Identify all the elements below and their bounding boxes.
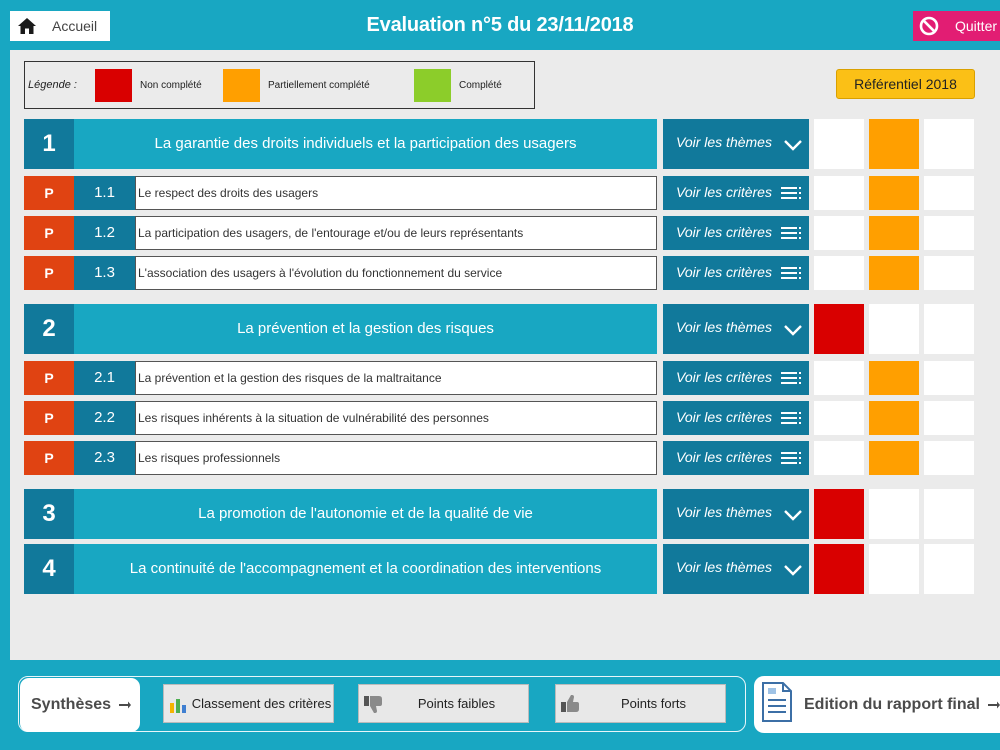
theme-row	[24, 544, 975, 594]
voir-criteres-button[interactable]	[663, 441, 809, 475]
voir-criteres-button[interactable]	[663, 361, 809, 395]
criterion-row	[24, 216, 975, 250]
legend-label-non-complete: Non complété	[140, 80, 202, 91]
chevron-down-icon	[783, 138, 803, 154]
thumbs-up-icon	[560, 693, 582, 715]
criterion-title: Les risques inhérents à la situation de vulnérabilité des personnes	[135, 401, 657, 435]
criterion-status-1	[814, 401, 864, 435]
list-icon	[781, 266, 803, 283]
home-icon	[14, 13, 40, 39]
top-bar	[0, 0, 1000, 50]
theme-status-1	[814, 544, 864, 594]
syntheses-label: Synthèses	[31, 696, 112, 713]
priority-badge: P	[24, 441, 74, 475]
criterion-row	[24, 361, 975, 395]
criterion-status-3	[924, 176, 974, 210]
theme-status-1	[814, 489, 864, 539]
voir-themes-button[interactable]	[663, 544, 809, 594]
criterion-status-3	[924, 256, 974, 290]
points-forts-button[interactable]	[555, 684, 726, 723]
theme-row	[24, 489, 975, 539]
theme-status-2	[869, 304, 919, 354]
home-label: Accueil	[52, 18, 98, 34]
legend	[24, 61, 535, 109]
voir-criteres-label: Voir les critères	[676, 449, 772, 465]
no-entry-icon	[919, 16, 939, 36]
criterion-number: 2.3	[74, 441, 135, 475]
arrow-right-icon	[988, 696, 1000, 714]
theme-number: 3	[24, 489, 74, 539]
criterion-status-1	[814, 176, 864, 210]
voir-themes-button[interactable]	[663, 119, 809, 169]
document-icon	[762, 682, 792, 727]
priority-badge: P	[24, 216, 74, 250]
criterion-title: L'association des usagers à l'évolution du fonctionnement du service	[135, 256, 657, 290]
legend-label-partial: Partiellement complété	[268, 80, 370, 91]
list-icon	[781, 226, 803, 243]
legend-title: Légende :	[28, 79, 77, 91]
criterion-status-1	[814, 256, 864, 290]
voir-themes-label: Voir les thèmes	[676, 504, 772, 520]
list-icon	[781, 411, 803, 428]
criterion-status-1	[814, 216, 864, 250]
criterion-title: Le respect des droits des usagers	[135, 176, 657, 210]
criterion-status-2	[869, 361, 919, 395]
list-icon	[781, 371, 803, 388]
criterion-row	[24, 441, 975, 475]
theme-status-2	[869, 119, 919, 169]
page-title: Evaluation n°5 du 23/11/2018	[366, 14, 634, 36]
criterion-row	[24, 401, 975, 435]
criterion-status-3	[924, 216, 974, 250]
criterion-status-3	[924, 361, 974, 395]
voir-themes-button[interactable]	[663, 489, 809, 539]
voir-criteres-button[interactable]	[663, 216, 809, 250]
list-icon	[781, 451, 803, 468]
criterion-title: La prévention et la gestion des risques de la maltraitance	[135, 361, 657, 395]
theme-number: 4	[24, 544, 74, 594]
chevron-down-icon	[783, 323, 803, 339]
voir-criteres-button[interactable]	[663, 256, 809, 290]
voir-criteres-label: Voir les critères	[676, 369, 772, 385]
criterion-status-1	[814, 441, 864, 475]
points-faibles-label: Points faibles	[417, 696, 496, 711]
theme-status-2	[869, 489, 919, 539]
criterion-number: 1.2	[74, 216, 135, 250]
bottom-bar	[0, 660, 1000, 750]
voir-criteres-label: Voir les critères	[676, 264, 772, 280]
voir-themes-label: Voir les thèmes	[676, 134, 772, 150]
criterion-status-2	[869, 401, 919, 435]
points-forts-label: Points forts	[620, 696, 687, 711]
voir-themes-label: Voir les thèmes	[676, 559, 772, 575]
criterion-row	[24, 256, 975, 290]
criterion-title: La participation des usagers, de l'entourage et/ou de leurs représentants	[135, 216, 657, 250]
chevron-down-icon	[783, 508, 803, 524]
criterion-status-2	[869, 256, 919, 290]
criterion-number: 1.1	[74, 176, 135, 210]
classement-criteres-button[interactable]	[163, 684, 334, 723]
quit-label: Quitter	[955, 18, 998, 34]
main-panel	[10, 50, 1000, 660]
legend-swatch-green	[414, 69, 451, 102]
theme-row	[24, 119, 975, 169]
criterion-status-2	[869, 176, 919, 210]
rapport-final-button[interactable]	[754, 676, 1000, 733]
theme-title: La prévention et la gestion des risques	[74, 304, 657, 354]
classement-label: Classement des critères	[191, 696, 332, 711]
quit-button[interactable]	[913, 11, 1000, 41]
theme-status-2	[869, 544, 919, 594]
criterion-status-2	[869, 441, 919, 475]
legend-swatch-orange	[223, 69, 260, 102]
criterion-status-3	[924, 401, 974, 435]
theme-row	[24, 304, 975, 354]
voir-criteres-label: Voir les critères	[676, 409, 772, 425]
theme-title: La promotion de l'autonomie et de la qualité de vie	[74, 489, 657, 539]
bar-chart-icon	[168, 693, 190, 715]
criterion-status-1	[814, 361, 864, 395]
theme-status-1	[814, 304, 864, 354]
home-button[interactable]	[10, 11, 110, 41]
criterion-row	[24, 176, 975, 210]
criterion-status-2	[869, 216, 919, 250]
priority-badge: P	[24, 361, 74, 395]
legend-label-complete: Complété	[459, 80, 502, 91]
rapport-final-label: Edition du rapport final	[804, 695, 980, 713]
legend-swatch-red	[95, 69, 132, 102]
voir-criteres-button[interactable]	[663, 176, 809, 210]
criterion-number: 2.2	[74, 401, 135, 435]
thumbs-down-icon	[363, 693, 385, 715]
theme-status-3	[924, 119, 974, 169]
criterion-status-3	[924, 441, 974, 475]
criterion-title: Les risques professionnels	[135, 441, 657, 475]
theme-status-3	[924, 304, 974, 354]
criterion-number: 1.3	[74, 256, 135, 290]
voir-criteres-label: Voir les critères	[676, 224, 772, 240]
theme-title: La continuité de l'accompagnement et la coordination des interventions	[74, 544, 657, 594]
points-faibles-button[interactable]	[358, 684, 529, 723]
criterion-number: 2.1	[74, 361, 135, 395]
referentiel-button[interactable]: Référentiel 2018	[836, 69, 975, 99]
arrow-right-icon	[119, 696, 131, 714]
theme-title: La garantie des droits individuels et la participation des usagers	[74, 119, 657, 169]
voir-criteres-button[interactable]	[663, 401, 809, 435]
theme-status-1	[814, 119, 864, 169]
voir-themes-button[interactable]	[663, 304, 809, 354]
list-icon	[781, 186, 803, 203]
voir-criteres-label: Voir les critères	[676, 184, 772, 200]
priority-badge: P	[24, 401, 74, 435]
theme-number: 1	[24, 119, 74, 169]
syntheses-button[interactable]	[20, 678, 140, 732]
theme-number: 2	[24, 304, 74, 354]
priority-badge: P	[24, 176, 74, 210]
theme-status-3	[924, 544, 974, 594]
theme-status-3	[924, 489, 974, 539]
voir-themes-label: Voir les thèmes	[676, 319, 772, 335]
priority-badge: P	[24, 256, 74, 290]
chevron-down-icon	[783, 563, 803, 579]
